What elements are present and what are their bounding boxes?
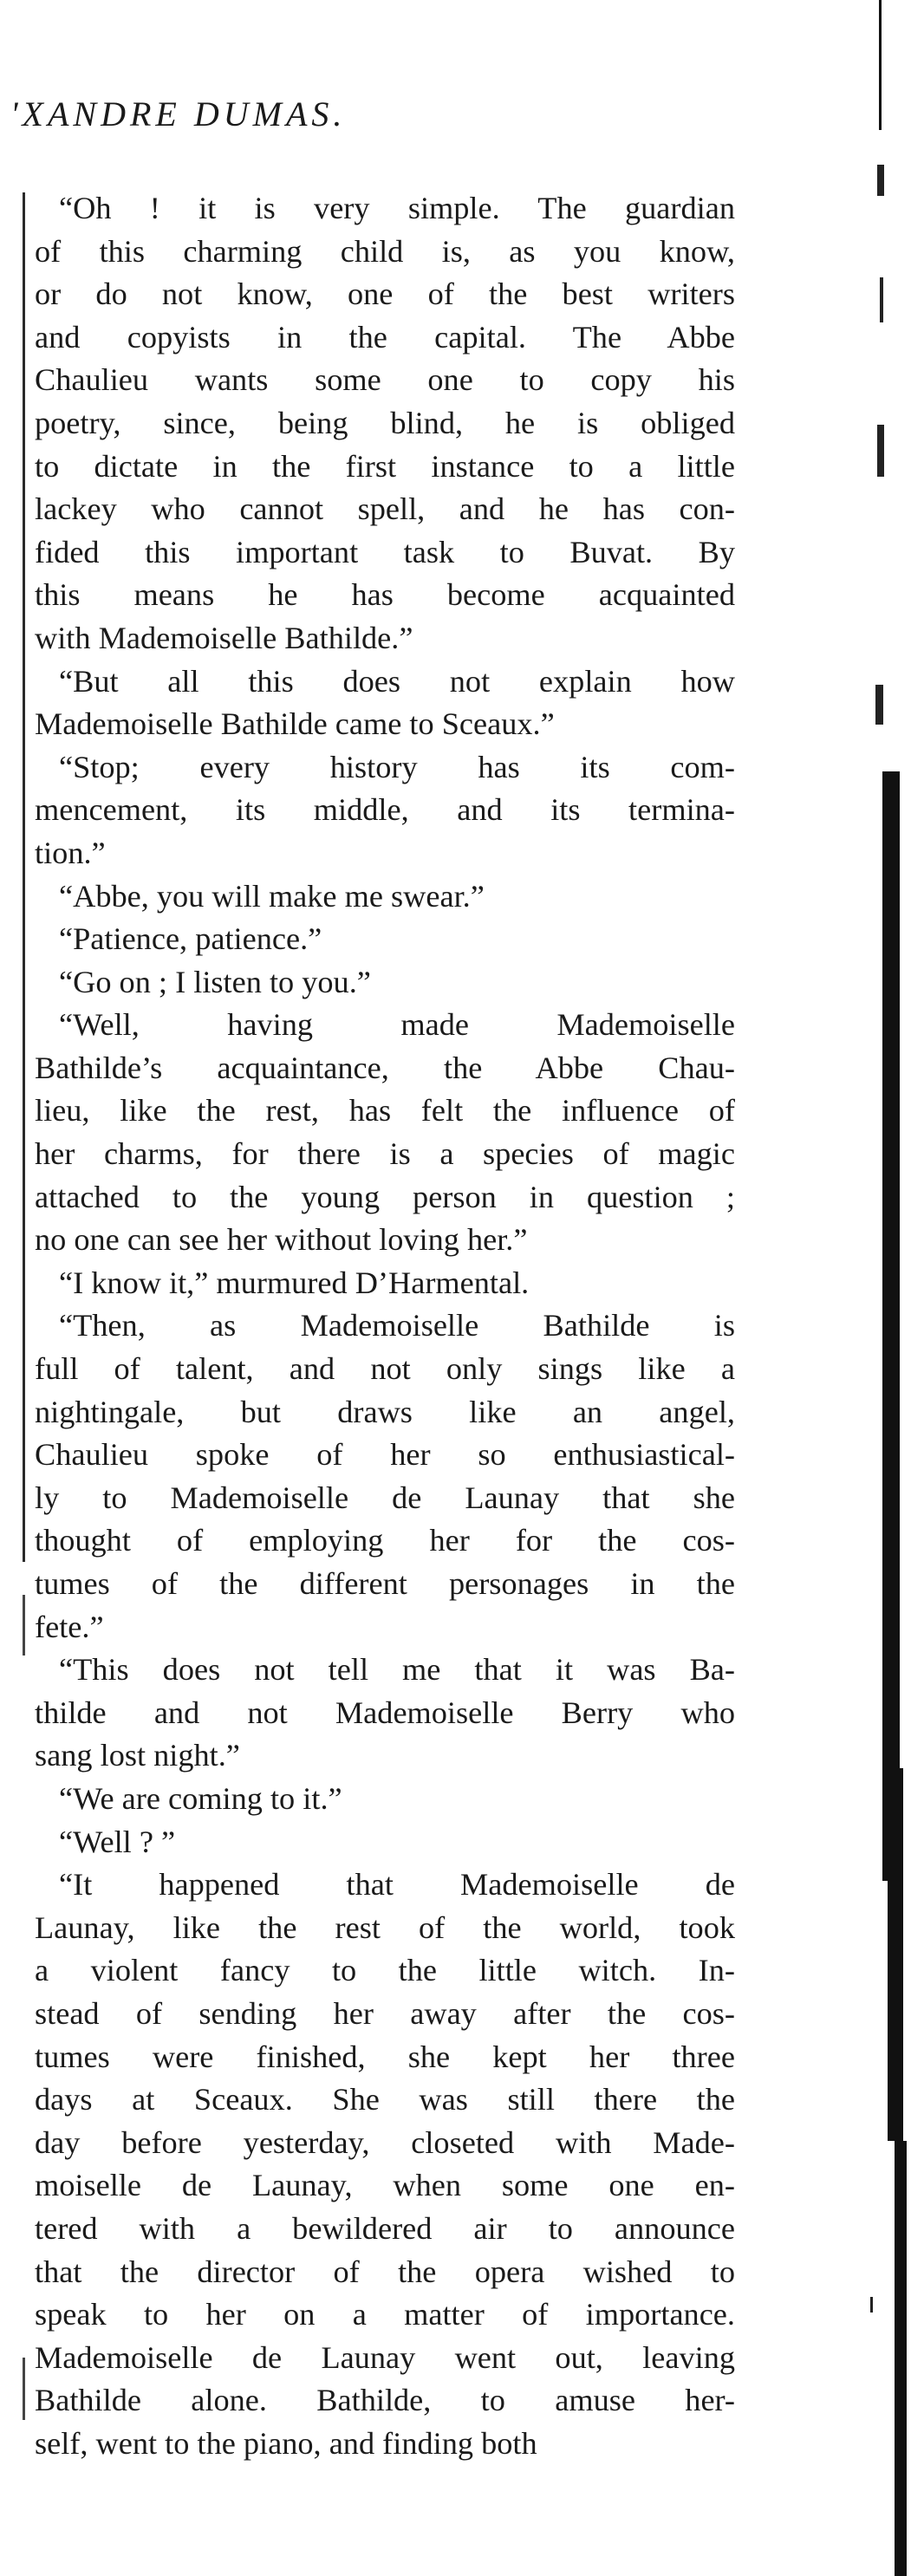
paragraph [35, 1821, 735, 1864]
text-line: mencement, its middle, and its termina- [35, 792, 735, 828]
text-line: tion.” [35, 835, 106, 870]
column-rule-fragment [23, 2358, 25, 2420]
text-line: self, went to the piano, and finding both [35, 2425, 537, 2461]
text-line: “Well, having made Mademoiselle [59, 1007, 735, 1043]
text-line: “Abbe, you will make me swear.” [59, 878, 485, 914]
paragraph [35, 875, 735, 919]
text-line: with Mademoiselle Bathilde.” [35, 620, 413, 655]
text-line: tumes were finished, she kept her three [35, 2039, 735, 2074]
paragraph [35, 187, 735, 660]
text-line: moiselle de Launay, when some one en- [35, 2168, 735, 2203]
column-rule-fragment [23, 1595, 25, 1656]
text-line: full of talent, and not only sings like a [35, 1351, 735, 1387]
text-line: “Go on ; I listen to you.” [59, 964, 371, 999]
paragraph [35, 1004, 735, 1262]
text-line: “It happened that Mademoiselle de [59, 1867, 735, 1903]
text-line: no one can see her without loving her.” [35, 1222, 528, 1258]
text-line: “This does not tell me that it was Ba- [59, 1652, 735, 1688]
text-line: “Stop; every history has its com- [59, 749, 735, 784]
page-edge-mark [880, 277, 883, 322]
article-text [35, 187, 735, 2465]
page-edge-shadow [895, 2141, 907, 2576]
page-edge-mark [870, 2297, 873, 2313]
text-line: “I know it,” murmured D’Harmental. [59, 1265, 530, 1300]
text-line: Mademoiselle Bathilde came to Sceaux.” [35, 706, 555, 742]
text-line: Launay, like the rest of the world, took [35, 1909, 735, 1945]
text-line: thilde and not Mademoiselle Berry who [35, 1695, 735, 1730]
text-line: fete.” [35, 1609, 104, 1644]
text-line: day before yesterday, closeted with Made- [35, 2124, 735, 2160]
text-line: speak to her on a matter of importance. [35, 2297, 735, 2332]
text-line: tered with a bewildered air to announce [35, 2210, 735, 2246]
paragraph [35, 746, 735, 875]
text-line: or do not know, one of the best writers [35, 276, 735, 312]
paragraph [35, 1864, 735, 2465]
text-line: lieu, like the rest, has felt the influence of [35, 1093, 735, 1129]
column-rule [23, 192, 25, 1562]
text-line: to dictate in the first instance to a little [35, 448, 735, 484]
text-line: poetry, since, being blind, he is obliged [35, 405, 735, 440]
text-line: Mademoiselle de Launay went out, leaving [35, 2339, 735, 2375]
page-edge-shadow [879, 0, 882, 130]
running-head: 'XANDRE DUMAS. [10, 94, 347, 133]
text-line: tumes of the different personages in the [35, 1566, 735, 1601]
text-line: “But all this does not explain how [59, 663, 735, 699]
text-line: of this charming child is, as you know, [35, 233, 735, 269]
page-edge-mark [877, 425, 884, 477]
text-line: “Patience, patience.” [59, 921, 322, 957]
text-line: sang lost night.” [35, 1738, 240, 1773]
paragraph [35, 660, 735, 746]
text-line: lackey who cannot spell, and he has con- [35, 491, 735, 527]
paragraph [35, 918, 735, 961]
text-line: this means he has become acquainted [35, 577, 735, 613]
text-line: stead of sending her away after the cos- [35, 1995, 735, 2031]
paragraph [35, 1649, 735, 1778]
page-edge-shadow [882, 771, 900, 1881]
text-line: days at Sceaux. She was still there the [35, 2082, 735, 2117]
text-line: “Well ? ” [59, 1824, 176, 1859]
paragraph [35, 1304, 735, 1649]
text-line: “Oh ! it is very simple. The guardian [59, 191, 735, 225]
text-line: “We are coming to it.” [59, 1780, 342, 1816]
text-line: “Then, as Mademoiselle Bathilde is [59, 1308, 735, 1343]
paragraph [35, 961, 735, 1005]
text-line: fided this important task to Buvat. By [35, 534, 735, 569]
text-line: Bathilde’s acquaintance, the Abbe Chau- [35, 1050, 735, 1085]
text-line: Bathilde alone. Bathilde, to amuse her- [35, 2383, 735, 2418]
paragraph [35, 1262, 735, 1305]
text-line: her charms, for there is a species of magic [35, 1136, 735, 1172]
text-line: nightingale, but draws like an angel, [35, 1394, 735, 1429]
text-line: a violent fancy to the little witch. In- [35, 1953, 735, 1988]
text-line: ly to Mademoiselle de Launay that she [35, 1480, 735, 1515]
text-line: that the director of the opera wished to [35, 2254, 735, 2289]
text-line: Chaulieu spoke of her so enthusiastical- [35, 1437, 735, 1473]
text-line: Chaulieu wants some one to copy his [35, 362, 735, 398]
paragraph [35, 1778, 735, 1821]
page-edge-shadow [888, 1768, 903, 2141]
text-line: thought of employing her for the cos- [35, 1523, 735, 1558]
text-line: and copyists in the capital. The Abbe [35, 319, 735, 355]
page-edge-mark [875, 685, 883, 725]
text-line: attached to the young person in question ; [35, 1179, 735, 1214]
page-edge-mark [877, 165, 884, 196]
